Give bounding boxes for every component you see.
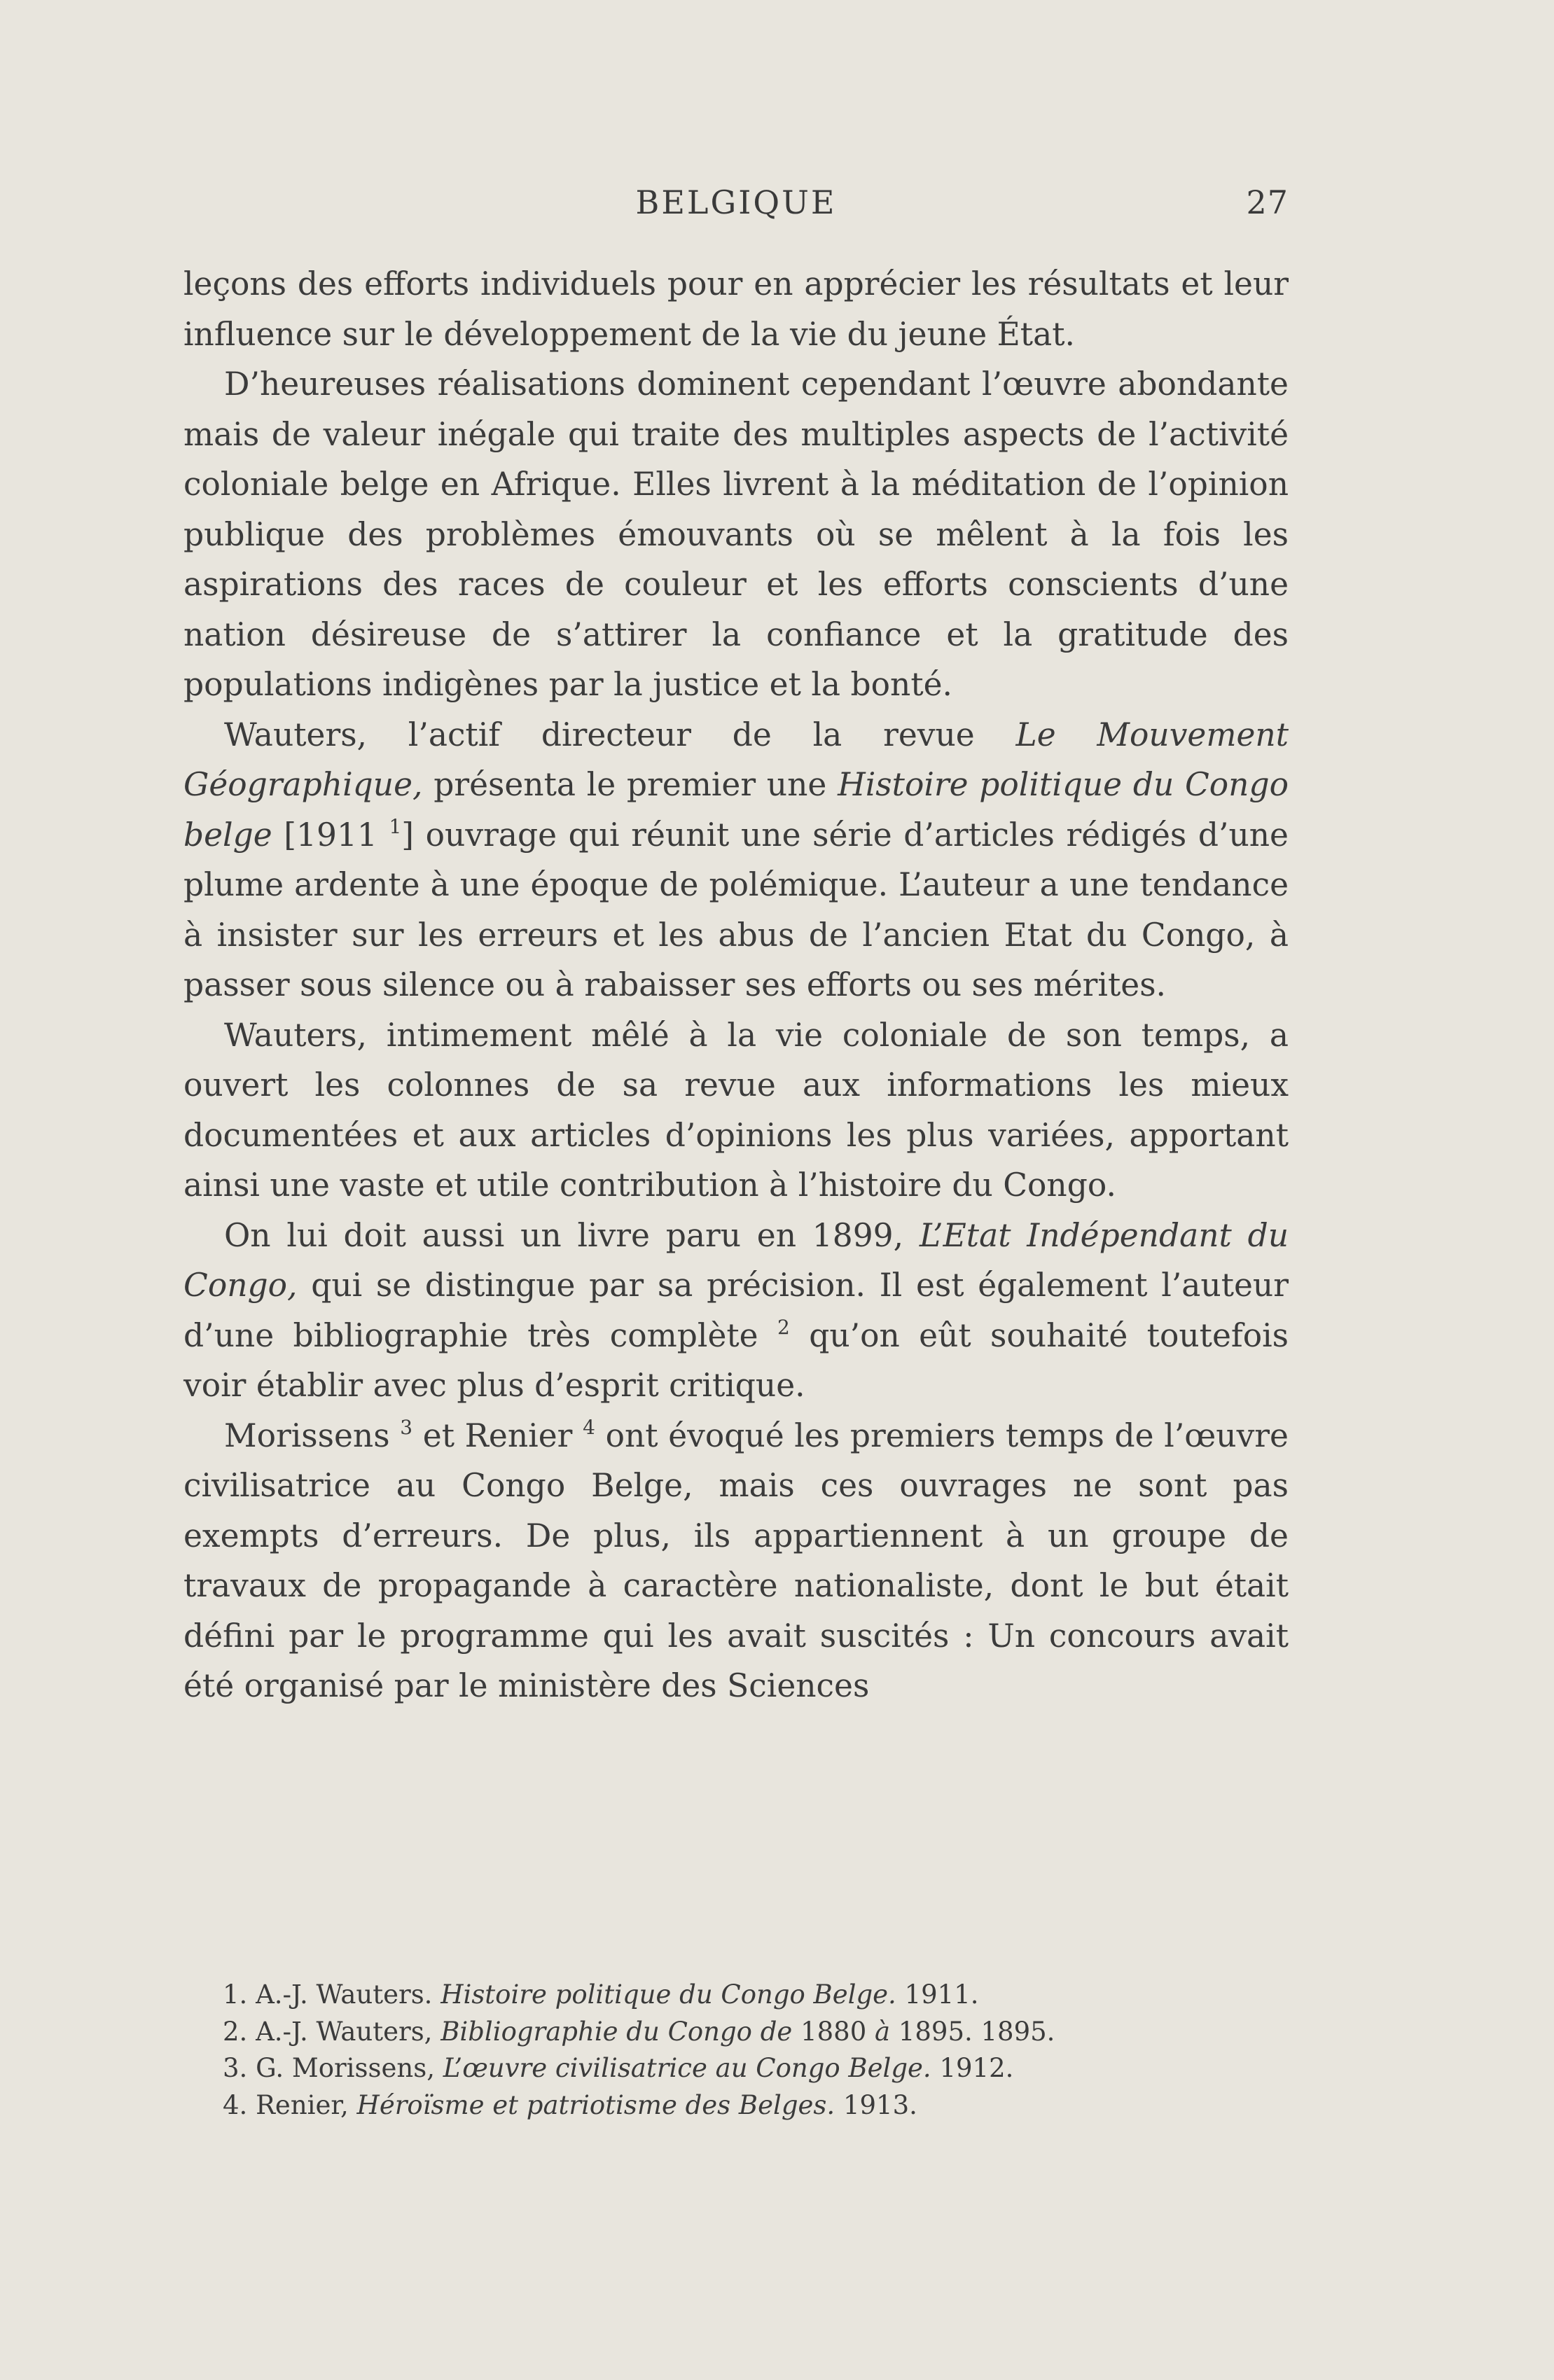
footnote-number: 2.: [223, 2016, 248, 2047]
paragraph-4: Wauters, intimement mêlé à la vie coloniale de son temps, a ouvert les colonnes de sa revue aux informations les mieux documentées et aux articles d’opinions les plus variées, apportant ainsi une vaste et utile contribution à l’histoire du Congo.: [183, 1016, 1289, 1204]
paragraph-3: [183, 710, 1289, 1010]
text-run: [1911: [272, 816, 389, 854]
footnote-text: G. Morissens,: [256, 2053, 443, 2083]
footnote-text: 1911.: [896, 1979, 979, 2010]
text-run: Wauters, l’actif directeur de la revue: [224, 716, 1016, 753]
footnote-ref: 2: [777, 1315, 790, 1339]
body-text: [183, 259, 1289, 1711]
footnote-text: 1880: [792, 2016, 875, 2047]
footnote-text: 1895. 1895.: [890, 2016, 1055, 2047]
footnote-text: A.-J. Wauters.: [256, 1979, 441, 2010]
footnote-4: [183, 2087, 1289, 2124]
footnote-ref: 1: [389, 814, 402, 838]
running-header: [183, 183, 1289, 232]
text-run: Morissens: [224, 1417, 401, 1454]
paragraph-1: leçons des efforts individuels pour en apprécier les résultats et leur influence sur le développement de la vie du jeune État.: [183, 265, 1289, 353]
text-run: ] ouvrage qui réunit une série d’articles rédigés d’une plume ardente à une époque de polémique. L’auteur a une tendance à insister sur les erreurs et les abus de l’ancien Etat du Congo, à passer sous silence ou à rabaisser ses efforts ou ses mérites.: [183, 816, 1289, 1003]
footnote-number: 3.: [223, 2053, 248, 2083]
paragraph-5: [183, 1211, 1289, 1411]
footnote-1: [183, 1977, 1289, 2014]
footnote-text: 1912.: [931, 2053, 1014, 2083]
text-run: et Renier: [412, 1417, 583, 1454]
footnotes: [183, 1977, 1289, 2124]
footnote-ref: 4: [583, 1415, 595, 1439]
footnote-2: [183, 2014, 1289, 2051]
italic-title: Le Mouvement Géographique,: [183, 716, 1289, 803]
footnote-ref: 3: [400, 1415, 413, 1439]
paragraph-2: D’heureuses réalisations dominent cependant l’œuvre abondante mais de valeur inégale qui traite des multiples aspects de l’activité coloniale belge en Afrique. Elles livrent à la méditation de l’opinion publique des problèmes émouvants où se mêlent à la fois les aspirations des races de couleur et les efforts conscients d’une nation désireuse de s’attirer la confiance et la gratitude des populations indigènes par la justice et la bonté.: [183, 366, 1289, 703]
footnote-italic: L’œuvre civilisatrice au Congo Belge.: [443, 2053, 931, 2083]
footnote-italic: Bibliographie du Congo de: [440, 2016, 793, 2047]
text-run: On lui doit aussi un livre paru en 1899,: [224, 1216, 920, 1254]
page-number: 27: [1246, 183, 1289, 221]
text-run: ont évoqué les premiers temps de l’œuvre civilisatrice au Congo Belge, mais ces ouvrages ne sont pas exempts d’erreurs. De plus, ils appartiennent à un groupe de travaux de propagande à caractère nationaliste, dont le but était défini par le programme qui les avait suscités : Un concours avait été organisé par le ministère des Sciences: [183, 1417, 1289, 1704]
footnote-italic: Héroïsme et patriotisme des Belges.: [356, 2089, 835, 2120]
italic-title: Histoire politique du Congo belge: [183, 766, 1289, 854]
text-run: qu’on eût souhaité toutefois voir établir avec plus d’esprit critique.: [183, 1316, 1289, 1404]
footnote-italic: à: [875, 2016, 891, 2047]
footnote-text: 1913.: [835, 2089, 917, 2120]
text-run: qui se distingue par sa précision. Il est également l’auteur d’une bibliographie très complète: [183, 1267, 1289, 1354]
running-title: BELGIQUE: [635, 183, 837, 221]
footnote-number: 1.: [223, 1979, 248, 2010]
paragraph-6: [183, 1411, 1289, 1711]
italic-title: L’Etat Indépendant du Congo,: [183, 1216, 1289, 1304]
footnote-text: Renier,: [256, 2089, 357, 2120]
footnote-3: [183, 2050, 1289, 2087]
footnote-italic: Histoire politique du Congo Belge.: [440, 1979, 896, 2010]
text-run: présenta le premier une: [422, 766, 838, 803]
footnote-text: A.-J. Wauters,: [256, 2016, 441, 2047]
footnote-number: 4.: [223, 2089, 248, 2120]
